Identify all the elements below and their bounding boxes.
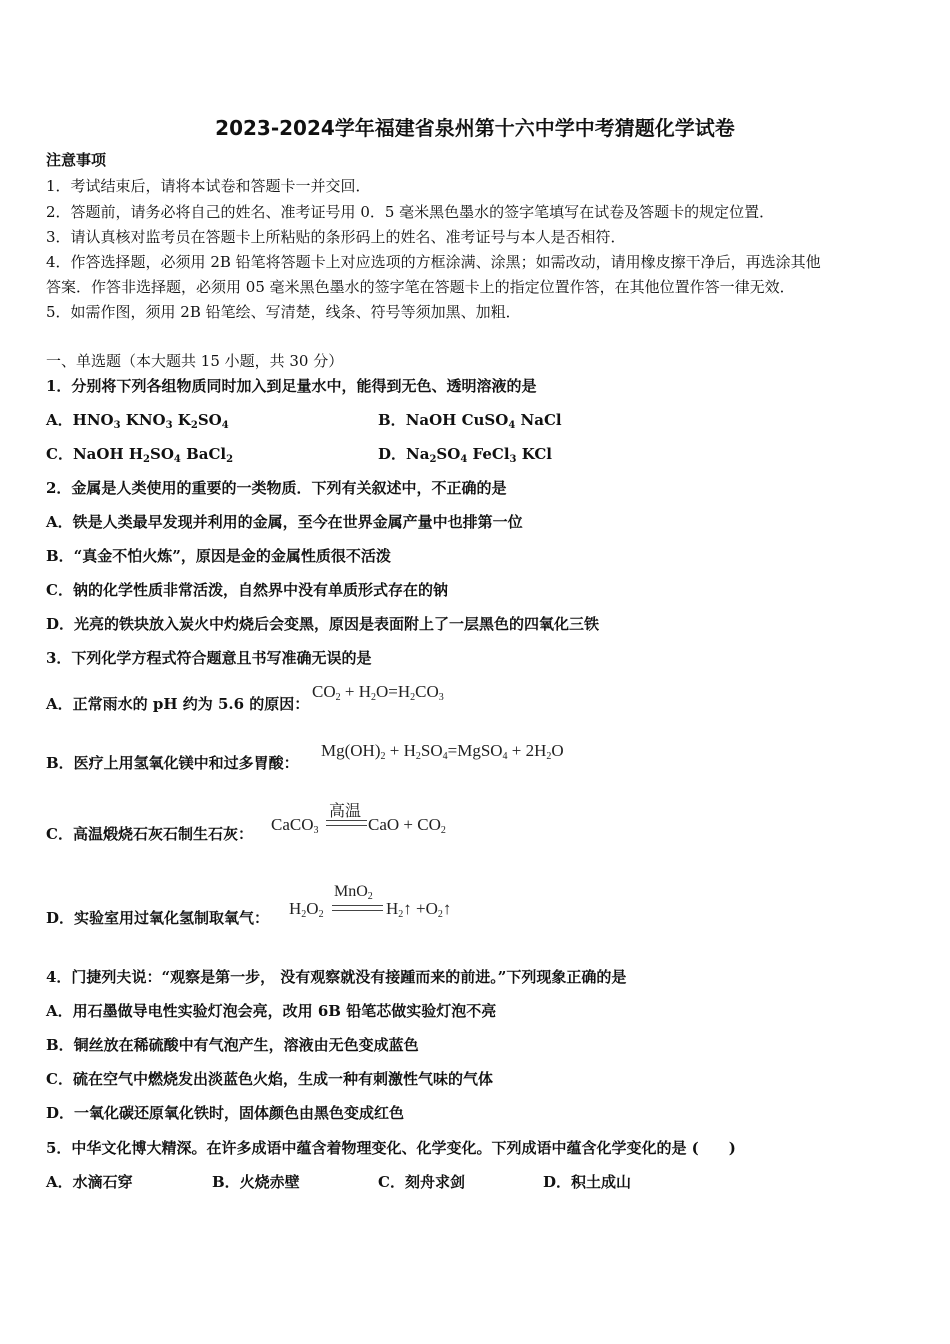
q5-option-a[interactable]: A．水滴石穿 xyxy=(46,1173,133,1191)
notice-item: 2．答题前，请务必将自己的姓名、准考证号用 0．5 毫米黑色墨水的签字笔填写在试卷及答题卡的规定位置． xyxy=(46,203,775,221)
notice-item: 答案．作答非选择题，必须用 05 毫米黑色墨水的签字笔在答题卡上的指定位置作答，在其他位置作答一律无效． xyxy=(46,278,795,296)
q1-option-a[interactable]: A．$HNO_3$ $KNO_3$ $K_2SO_4$ xyxy=(46,411,229,431)
q3-option-c-label[interactable]: C．高温煅烧石灰石制生石灰： xyxy=(46,825,253,843)
q3-option-d-label[interactable]: D．实验室用过氧化氢制取氧气： xyxy=(46,909,270,927)
q4-option-b[interactable]: B．铜丝放在稀硫酸中有气泡产生，溶液由无色变成蓝色 xyxy=(46,1036,419,1054)
notice-item: 1．考试结束后，请将本试卷和答题卡一并交回． xyxy=(46,177,371,195)
q3-option-c-products: CaO + $CO_2$ xyxy=(368,815,446,836)
q5-option-d[interactable]: D．积土成山 xyxy=(543,1173,632,1191)
notice-item: 5．如需作图，须用 2B 铅笔绘、写清楚，线条、符号等须加黑、加粗． xyxy=(46,303,521,321)
q3-option-d-catalyst: MnO$_2$ xyxy=(334,883,373,902)
q3-option-a-equation: $CO_2 + H_2O=H_2CO_3$ xyxy=(312,682,444,703)
q4-option-a[interactable]: A．用石墨做导电性实验灯泡会亮，改用 6B 铅笔芯做实验灯泡不亮 xyxy=(46,1002,497,1020)
q2-option-d[interactable]: D．光亮的铁块放入炭火中灼烧后会变黑，原因是表面附上了一层黑色的四氧化三铁 xyxy=(46,615,600,633)
notice-item: 3．请认真核对监考员在答题卡上所粘贴的条形码上的姓名、准考证号与本人是否相符． xyxy=(46,228,626,246)
q3-option-b-label[interactable]: B．医疗上用氢氧化镁中和过多胃酸： xyxy=(46,754,299,772)
q2-option-b[interactable]: B．“真金不怕火炼”，原因是金的金属性质很不活泼 xyxy=(46,547,391,565)
q5-option-c[interactable]: C．刻舟求剑 xyxy=(378,1173,465,1191)
q5-option-b[interactable]: B．火烧赤壁 xyxy=(212,1173,300,1191)
q3-option-d-products: $H_2↑$ $+O_2↑$ xyxy=(386,899,452,920)
q4-option-d[interactable]: D．一氧化碳还原氧化铁时，固体颜色由黑色变成红色 xyxy=(46,1104,405,1122)
q3-option-a-label[interactable]: A．正常雨水的 pH 约为 5.6 的原因： xyxy=(46,695,310,713)
q3-option-d-equals-sign xyxy=(332,905,383,911)
q1-option-d[interactable]: D．$Na_2SO_4$ FeCl$_3$ KCl xyxy=(378,445,552,465)
question-1-stem: 1．分别将下列各组物质同时加入到足量水中，能得到无色、透明溶液的是 xyxy=(46,377,537,395)
q3-option-c-condition: 高温 xyxy=(329,803,362,820)
notice-item: 4．作答选择题，必须用 2B 铅笔将答题卡上对应选项的方框涂满、涂黑；如需改动，请用橡皮擦干净后，再选涂其他 xyxy=(46,253,821,271)
exam-title: 2023-2024学年福建省泉州第十六中学中考猜题化学试卷 xyxy=(215,116,735,140)
q1-option-c[interactable]: C．NaOH $H_2SO_4$ BaCl$_2$ xyxy=(46,445,234,465)
question-4-stem: 4．门捷列夫说：“观察是第一步， 没有观察就没有接踵而来的前进。”下列现象正确的是 xyxy=(46,968,627,986)
q3-option-b-equation: $Mg(OH)_2$ + $H_2SO_4=MgSO_4 + 2H_2O$ xyxy=(321,741,564,762)
notice-heading: 注意事项 xyxy=(46,151,107,169)
q3-option-d-reactant: $H_2O_2$ xyxy=(289,899,324,920)
q3-option-c-reactant: CaCO$_3$ xyxy=(271,815,319,836)
q2-option-a[interactable]: A．铁是人类最早发现并利用的金属，至今在世界金属产量中也排第一位 xyxy=(46,513,523,531)
q3-option-c-equals-sign xyxy=(326,820,367,826)
q4-option-c[interactable]: C．硫在空气中燃烧发出淡蓝色火焰，生成一种有刺激性气味的气体 xyxy=(46,1070,493,1088)
question-2-stem: 2．金属是人类使用的重要的一类物质．下列有关叙述中，不正确的是 xyxy=(46,479,507,497)
q1-option-b[interactable]: B．NaOH CuSO$_4$ NaCl xyxy=(378,411,562,431)
q2-option-c[interactable]: C．钠的化学性质非常活泼，自然界中没有单质形式存在的钠 xyxy=(46,581,448,599)
question-5-stem: 5．中华文化博大精深。在许多成语中蕴含着物理变化、化学变化。下列成语中蕴含化学变化的是 ( ) xyxy=(46,1139,736,1157)
section-heading: 一、单选题（本大题共 15 小题，共 30 分） xyxy=(46,352,344,370)
question-3-stem: 3．下列化学方程式符合题意且书写准确无误的是 xyxy=(46,649,372,667)
